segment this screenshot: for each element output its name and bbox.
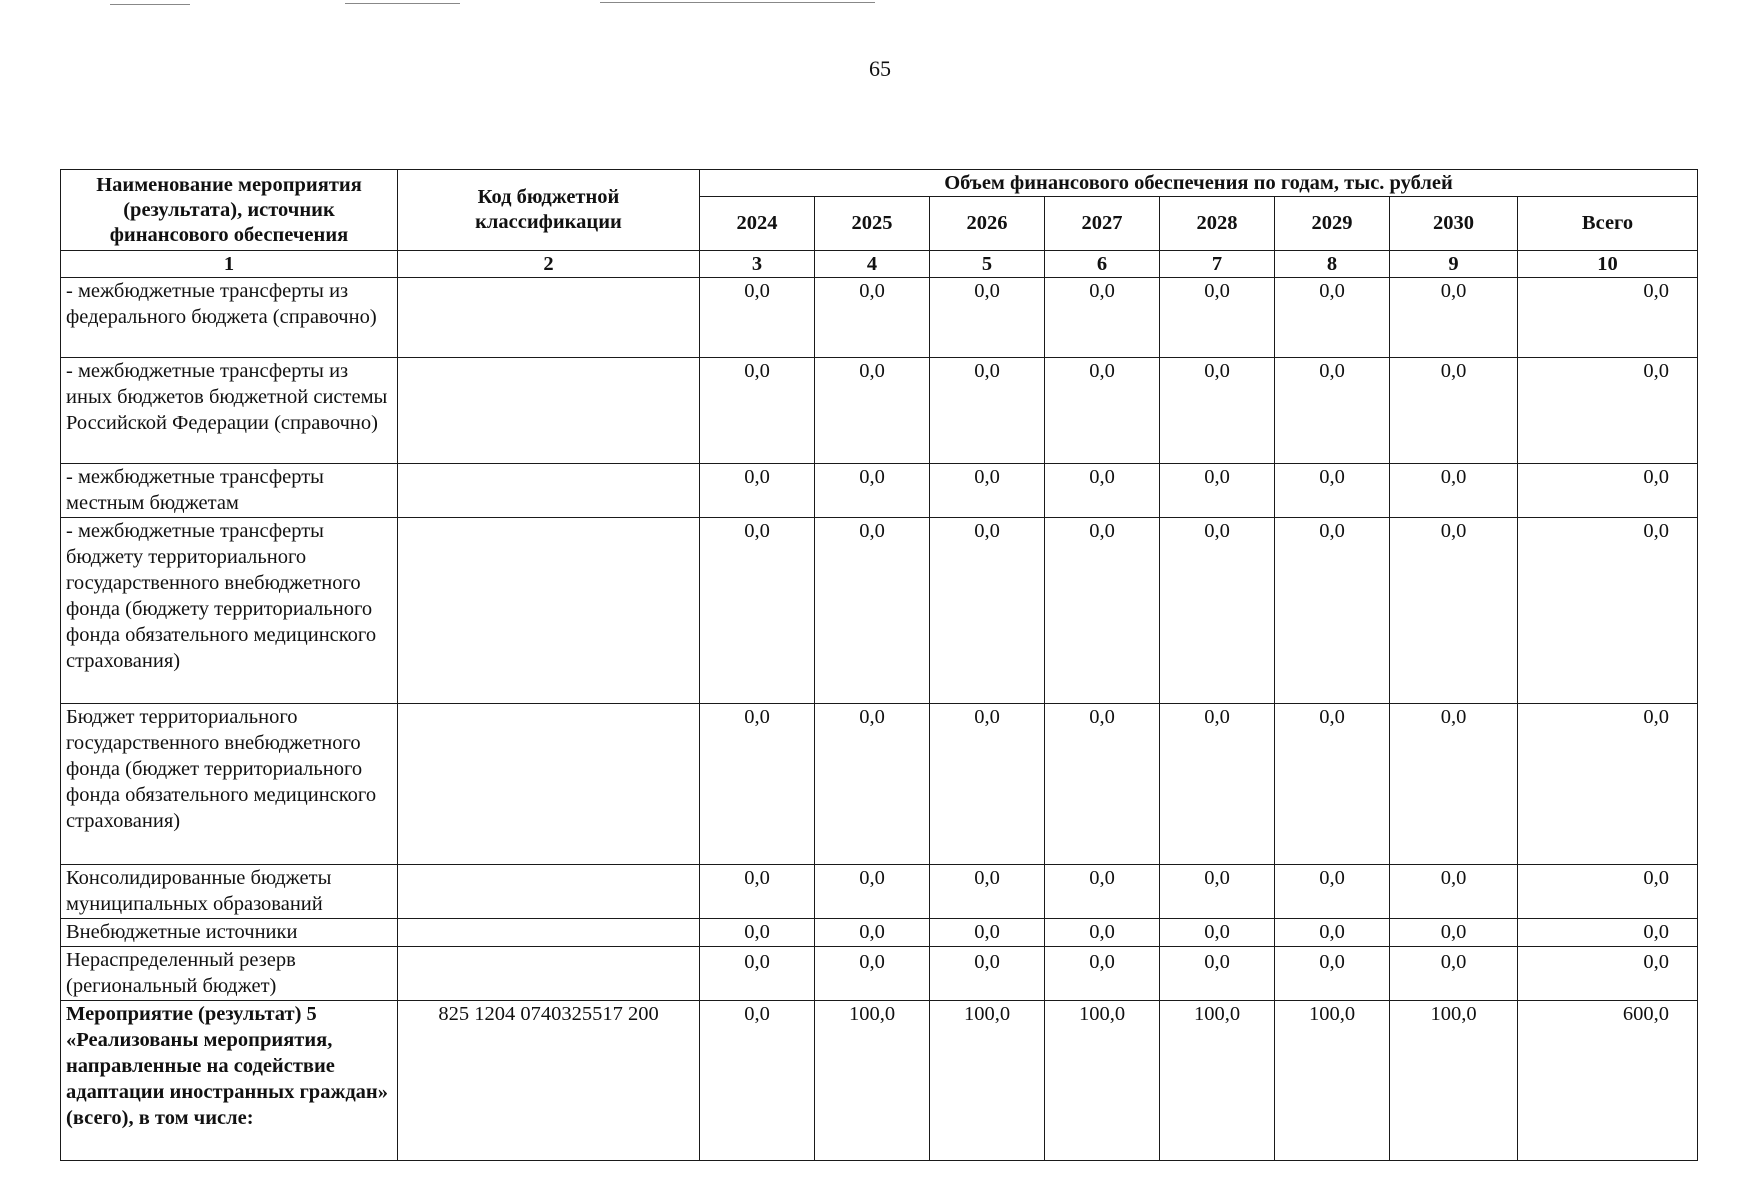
row-value: 0,0 [1045, 464, 1160, 518]
row-value: 0,0 [1160, 947, 1275, 1001]
table-row [61, 464, 1698, 518]
row-total: 0,0 [1518, 919, 1698, 947]
row-value: 0,0 [1275, 464, 1390, 518]
row-value: 0,0 [930, 358, 1045, 464]
header-year: 2029 [1275, 197, 1390, 251]
row-value: 100,0 [1045, 1001, 1160, 1161]
row-name: Внебюджетные источники [61, 919, 398, 947]
row-value: 0,0 [1160, 865, 1275, 919]
row-value: 0,0 [815, 919, 930, 947]
row-total: 0,0 [1518, 464, 1698, 518]
row-value: 100,0 [1275, 1001, 1390, 1161]
column-number: 4 [815, 251, 930, 278]
row-name: - межбюджетные трансферты из иных бюджетов бюджетной системы Российской Федерации (справочно) [61, 358, 398, 464]
row-value: 0,0 [815, 464, 930, 518]
row-value: 0,0 [815, 358, 930, 464]
row-value: 0,0 [700, 865, 815, 919]
row-value: 0,0 [1045, 358, 1160, 464]
row-value: 0,0 [1390, 919, 1518, 947]
row-total: 0,0 [1518, 278, 1698, 358]
row-value: 0,0 [1160, 358, 1275, 464]
row-value: 0,0 [1390, 865, 1518, 919]
row-value: 0,0 [1160, 518, 1275, 704]
row-total: 0,0 [1518, 518, 1698, 704]
row-value: 0,0 [1390, 704, 1518, 865]
row-name: Мероприятие (результат) 5 «Реализованы мероприятия, направленные на содействие адаптации иностранных граждан» (всего), в том числе: [61, 1001, 398, 1161]
row-value: 0,0 [700, 1001, 815, 1161]
row-name: Нераспределенный резерв (региональный бюджет) [61, 947, 398, 1001]
row-total: 0,0 [1518, 358, 1698, 464]
header-total: Всего [1518, 197, 1698, 251]
row-value: 0,0 [1275, 278, 1390, 358]
row-total: 600,0 [1518, 1001, 1698, 1161]
row-value: 0,0 [1045, 919, 1160, 947]
row-code [398, 358, 700, 464]
row-total: 0,0 [1518, 947, 1698, 1001]
row-code [398, 865, 700, 919]
row-value: 0,0 [815, 278, 930, 358]
row-value: 0,0 [815, 947, 930, 1001]
row-value: 0,0 [815, 865, 930, 919]
scan-edge-mark [345, 3, 460, 4]
row-value: 0,0 [700, 464, 815, 518]
row-value: 0,0 [930, 518, 1045, 704]
row-value: 0,0 [1275, 704, 1390, 865]
table-row [61, 1001, 1698, 1161]
column-number: 2 [398, 251, 700, 278]
row-name: Бюджет территориального государственного внебюджетного фонда (бюджет территориального фонда обязательного медицинского страхования) [61, 704, 398, 865]
row-value: 0,0 [1160, 278, 1275, 358]
row-name: - межбюджетные трансферты бюджету территориального государственного внебюджетного фонда (бюджету территориального фонда обязательного медицинского страхования) [61, 518, 398, 704]
scan-edge-mark [600, 2, 875, 3]
row-value: 0,0 [1275, 865, 1390, 919]
row-value: 0,0 [1160, 464, 1275, 518]
row-value: 0,0 [1390, 947, 1518, 1001]
column-number: 9 [1390, 251, 1518, 278]
row-total: 0,0 [1518, 704, 1698, 865]
row-value: 0,0 [1275, 947, 1390, 1001]
row-value: 0,0 [1275, 518, 1390, 704]
table-row [61, 865, 1698, 919]
row-value: 0,0 [1275, 358, 1390, 464]
table-row [61, 919, 1698, 947]
table-row [61, 278, 1698, 358]
row-code [398, 704, 700, 865]
row-code [398, 518, 700, 704]
table-row [61, 358, 1698, 464]
column-number: 10 [1518, 251, 1698, 278]
row-value: 100,0 [1160, 1001, 1275, 1161]
row-value: 0,0 [1390, 464, 1518, 518]
header-year: 2028 [1160, 197, 1275, 251]
row-value: 0,0 [700, 947, 815, 1001]
row-value: 0,0 [930, 947, 1045, 1001]
header-year: 2024 [700, 197, 815, 251]
row-name: - межбюджетные трансферты из федерального бюджета (справочно) [61, 278, 398, 358]
row-value: 0,0 [930, 464, 1045, 518]
row-value: 0,0 [930, 865, 1045, 919]
row-code [398, 947, 700, 1001]
scan-edge-mark [110, 4, 190, 5]
header-year: 2027 [1045, 197, 1160, 251]
column-number: 7 [1160, 251, 1275, 278]
row-value: 0,0 [1045, 518, 1160, 704]
header-financing-group: Объем финансового обеспечения по годам, тыс. рублей [700, 170, 1698, 197]
row-value: 0,0 [930, 278, 1045, 358]
row-value: 0,0 [1390, 278, 1518, 358]
table-row [61, 947, 1698, 1001]
column-number: 8 [1275, 251, 1390, 278]
header-year: 2025 [815, 197, 930, 251]
column-number: 1 [61, 251, 398, 278]
row-value: 100,0 [815, 1001, 930, 1161]
row-value: 0,0 [1390, 358, 1518, 464]
row-value: 0,0 [700, 518, 815, 704]
header-year: 2030 [1390, 197, 1518, 251]
row-value: 0,0 [700, 704, 815, 865]
financing-table [60, 169, 1698, 1161]
column-number: 3 [700, 251, 815, 278]
row-value: 0,0 [700, 278, 815, 358]
row-value: 0,0 [700, 358, 815, 464]
page-number: 65 [869, 56, 891, 81]
table-row [61, 518, 1698, 704]
row-value: 0,0 [1045, 865, 1160, 919]
column-number: 6 [1045, 251, 1160, 278]
row-value: 0,0 [930, 704, 1045, 865]
row-name: - межбюджетные трансферты местным бюджетам [61, 464, 398, 518]
row-value: 0,0 [1275, 919, 1390, 947]
row-value: 0,0 [1160, 704, 1275, 865]
row-code [398, 278, 700, 358]
row-value: 0,0 [815, 518, 930, 704]
row-code [398, 919, 700, 947]
row-code: 825 1204 0740325517 200 [398, 1001, 700, 1161]
row-code [398, 464, 700, 518]
row-value: 0,0 [815, 704, 930, 865]
row-value: 0,0 [1390, 518, 1518, 704]
row-value: 0,0 [700, 919, 815, 947]
row-value: 100,0 [1390, 1001, 1518, 1161]
column-number: 5 [930, 251, 1045, 278]
table-row [61, 704, 1698, 865]
row-value: 0,0 [1045, 704, 1160, 865]
row-name: Консолидированные бюджеты муниципальных образований [61, 865, 398, 919]
header-year: 2026 [930, 197, 1045, 251]
row-value: 0,0 [1045, 278, 1160, 358]
header-name-column: Наименование мероприятия (результата), источник финансового обеспечения [61, 170, 398, 251]
row-total: 0,0 [1518, 865, 1698, 919]
row-value: 0,0 [1045, 947, 1160, 1001]
row-value: 0,0 [1160, 919, 1275, 947]
row-value: 0,0 [930, 919, 1045, 947]
row-value: 100,0 [930, 1001, 1045, 1161]
header-code-column: Код бюджетной классификации [398, 170, 700, 251]
